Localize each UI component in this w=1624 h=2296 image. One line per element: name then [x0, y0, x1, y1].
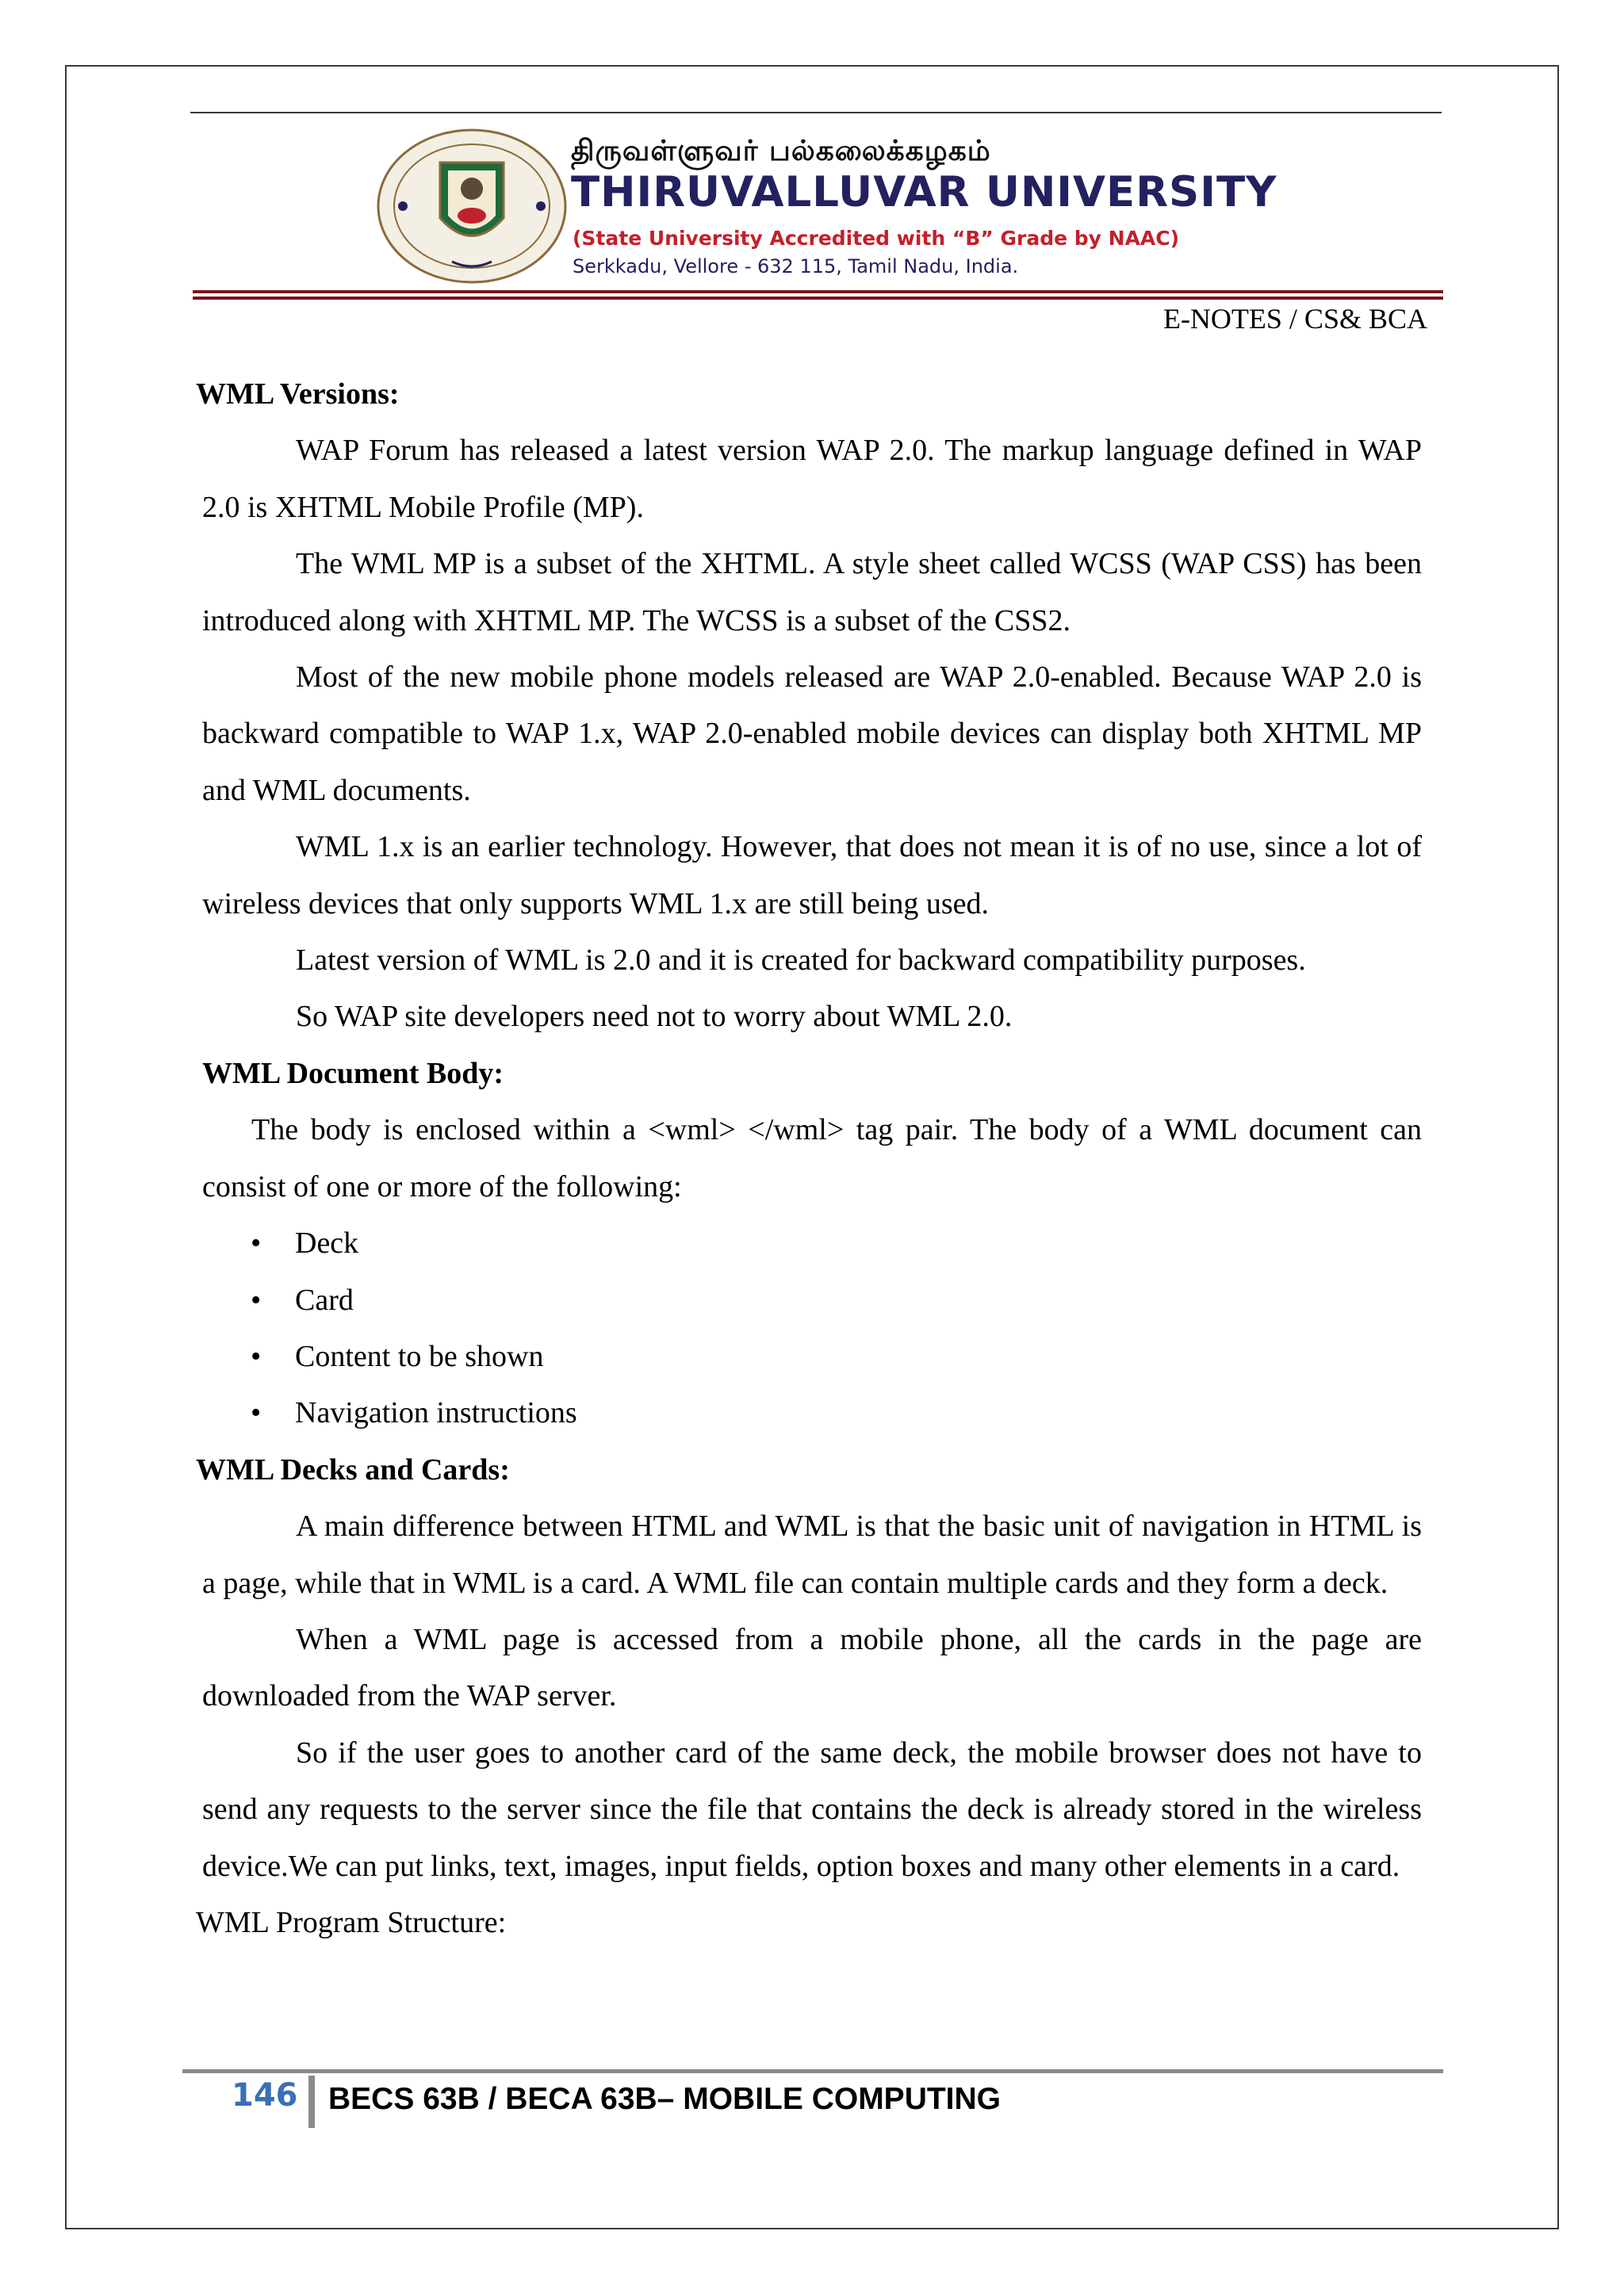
paragraph: WAP Forum has released a latest version WAP 2.0. The markup language defined in WAP 2.0 is XHTML Mobile Profile (MP). — [202, 434, 1422, 524]
accreditation-text: (State University Accredited with “B” Grade by NAAC) — [573, 227, 1180, 250]
page-content — [196, 366, 1422, 1951]
paragraph: When a WML page is accessed from a mobile phone, all the cards in the page are downloaded from the WAP server. — [202, 1622, 1422, 1713]
paragraph: Latest version of WML is 2.0 and it is created for backward compatibility purposes. — [296, 943, 1306, 978]
list-item — [202, 1215, 1422, 1272]
list-item-text: Navigation instructions — [295, 1396, 577, 1430]
list-item-text: Content to be shown — [295, 1339, 544, 1373]
section-heading: WML Versions: — [196, 377, 400, 411]
footer-divider — [308, 2076, 315, 2128]
university-name-tamil: திருவள்ளுவர் பல்கலைக்கழகம் — [571, 135, 991, 167]
bullet-icon: • — [251, 1339, 262, 1373]
paragraph: A main difference between HTML and WML is that the basic unit of navigation in HTML is a page, while that in WML is a card. A WML file can contain multiple cards and they form a deck. — [202, 1510, 1422, 1600]
top-rule — [190, 112, 1442, 113]
header-rule — [193, 290, 1443, 293]
list-item — [202, 1329, 1422, 1385]
paragraph: So if the user goes to another card of the same deck, the mobile browser does not have to send any requests to the server since the file that contains the deck is already stored in the wireless device.We can put links, text, images, input fields, option boxes and many other elements in a card. — [202, 1735, 1422, 1883]
section-heading: WML Document Body: — [202, 1056, 504, 1090]
doc-label: E-NOTES / CS& BCA — [1162, 303, 1427, 335]
program-structure-label: WML Program Structure: — [196, 1905, 507, 1939]
footer-rule — [182, 2069, 1443, 2073]
header-rule-secondary — [193, 297, 1443, 300]
bullet-icon: • — [251, 1283, 262, 1317]
paragraph: WML 1.x is an earlier technology. However, that does not mean it is of no use, since a lot of wireless devices that only supports WML 1.x are still being used. — [202, 830, 1422, 920]
university-header — [373, 127, 1277, 285]
paragraph: So WAP site developers need not to worry about WML 2.0. — [296, 1000, 1013, 1034]
list-item — [202, 1272, 1422, 1329]
university-seal-logo — [373, 127, 571, 285]
bullet-list — [202, 1215, 1422, 1442]
page-number: 146 — [232, 2077, 298, 2114]
bullet-icon: • — [251, 1226, 262, 1261]
list-item — [202, 1385, 1422, 1441]
section-heading: WML Decks and Cards: — [196, 1452, 510, 1487]
course-title: BECS 63B / BECA 63B– MOBILE COMPUTING — [328, 2082, 1002, 2116]
paragraph: Most of the new mobile phone models released are WAP 2.0-enabled. Because WAP 2.0 is backward compatible to WAP 1.x, WAP 2.0-enabled mobile devices can display both XHTML MP and WML documents. — [202, 660, 1422, 807]
bullet-icon: • — [251, 1396, 262, 1430]
paragraph: The WML MP is a subset of the XHTML. A style sheet called WCSS (WAP CSS) has been introduced along with XHTML MP. The WCSS is a subset of the CSS2. — [202, 547, 1422, 637]
paragraph: The body is enclosed within a <wml> </wml> tag pair. The body of a WML document can consist of one or more of the following: — [202, 1113, 1422, 1203]
university-name: THIRUVALLUVAR UNIVERSITY — [571, 168, 1277, 216]
list-item-text: Card — [295, 1283, 354, 1317]
university-address: Serkkadu, Vellore - 632 115, Tamil Nadu, India. — [573, 255, 1019, 277]
list-item-text: Deck — [295, 1226, 359, 1261]
